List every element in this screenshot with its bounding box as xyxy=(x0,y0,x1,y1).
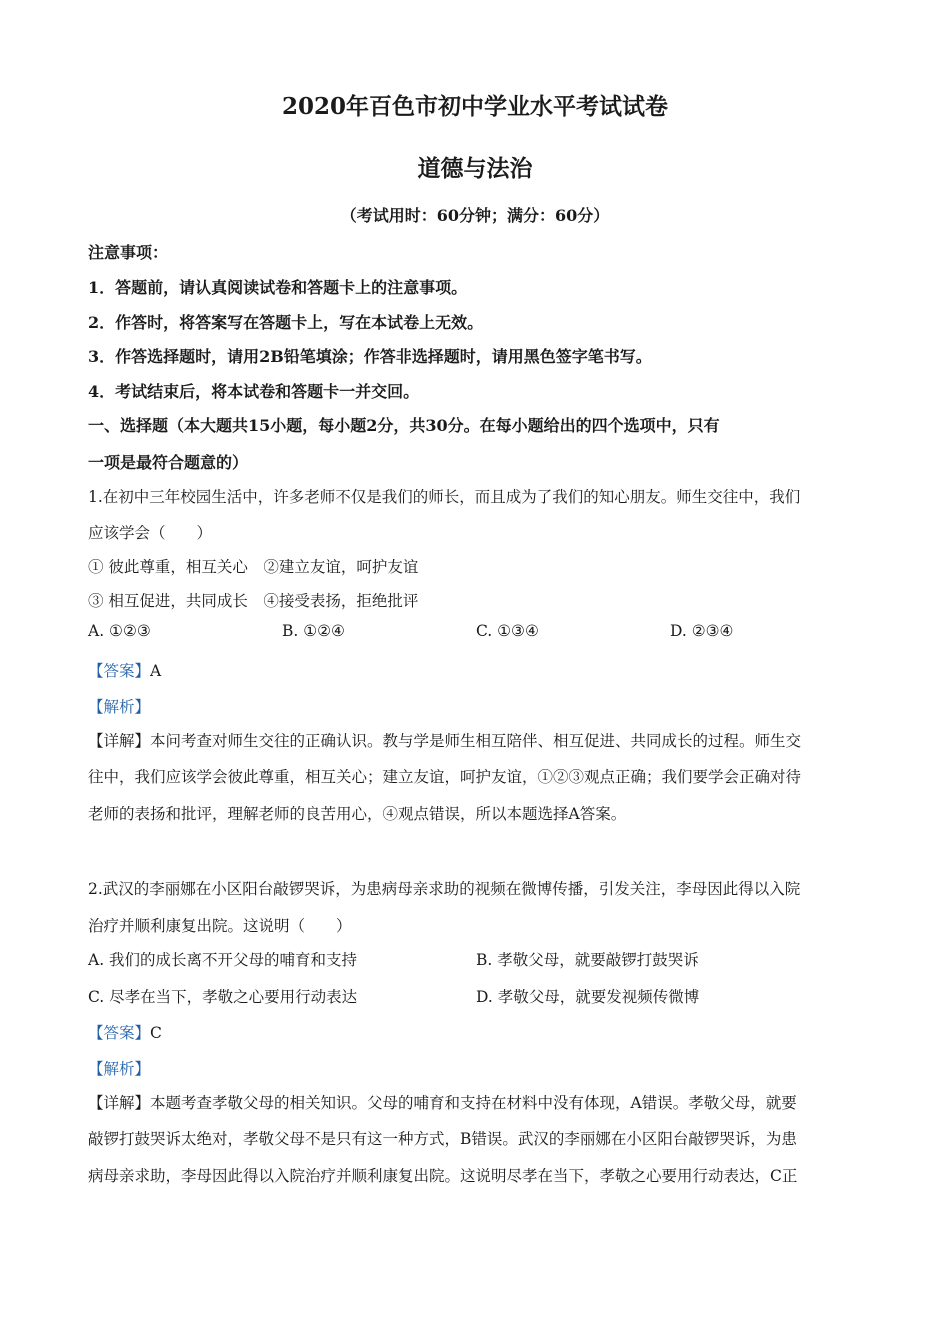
detail-text: 本题考查孝敬父母的相关知识。父母的哺育和支持在材料中没有体现，A错误。孝敬父母，就要 xyxy=(150,1094,797,1112)
detail-tag: 【详解】 xyxy=(88,1094,151,1112)
q1-option-d: D. ②③④ xyxy=(670,622,734,640)
q1-choices: ① 彼此尊重，相互关心 ②建立友谊，呵护友谊 xyxy=(88,558,419,576)
detail-tag: 【详解】 xyxy=(88,732,151,750)
detail-text: 本问考查对师生交往的正确认识。教与学是师生相互陪伴、相互促进、共同成长的过程。师生交 xyxy=(150,732,802,750)
answer-value: A xyxy=(150,662,162,680)
q2-detail-cont: 敲锣打鼓哭诉太绝对，孝敬父母不是只有这一种方式，B错误。武汉的李丽娜在小区阳台敲锣哭诉，为患 xyxy=(88,1130,797,1148)
q1-detail xyxy=(88,729,801,751)
subject-title: 道德与法治 xyxy=(417,155,533,182)
q1-answer xyxy=(88,659,161,681)
answer-tag: 【答案】 xyxy=(88,662,151,680)
q1-stem: 1.在初中三年校园生活中，许多老师不仅是我们的师长，而且成为了我们的知心朋友。师生交往中，我们 xyxy=(88,488,801,506)
q2-option-d: D. 孝敬父母，就要发视频传微博 xyxy=(476,988,700,1006)
q2-option-c: C. 尽孝在当下，孝敬之心要用行动表达 xyxy=(88,988,358,1006)
q2-answer xyxy=(88,1021,162,1043)
q1-detail-cont: 往中，我们应该学会彼此尊重，相互关心；建立友谊，呵护友谊，①②③观点正确；我们要学会正确对待 xyxy=(88,768,802,786)
q2-analysis-tag: 【解析】 xyxy=(88,1060,151,1078)
notice-heading: 注意事项： xyxy=(88,243,169,262)
q1-option-b: B. ①②④ xyxy=(282,622,345,640)
q1-stem-cont: 应该学会（ ） xyxy=(88,524,213,542)
notice-item: 1．答题前，请认真阅读试卷和答题卡上的注意事项。 xyxy=(88,278,468,297)
section-heading: 一、选择题（本大题共15小题，每小题2分，共30分。在每小题给出的四个选项中，只有 xyxy=(88,416,720,435)
answer-tag: 【答案】 xyxy=(88,1024,151,1042)
notice-item: 4．考试结束后，将本试卷和答题卡一并交回。 xyxy=(88,382,420,401)
q2-stem-cont: 治疗并顺利康复出院。这说明（ ） xyxy=(88,917,352,935)
q2-stem: 2.武汉的李丽娜在小区阳台敲锣哭诉，为患病母亲求助的视频在微博传播，引发关注，李母因此得以入院 xyxy=(88,880,801,898)
exam-info: （考试用时：60分钟；满分：60分） xyxy=(340,206,610,225)
q2-option-a: A. 我们的成长离不开父母的哺育和支持 xyxy=(88,951,358,969)
q1-option-a: A. ①②③ xyxy=(88,622,151,640)
section-heading-cont: 一项是最符合题意的） xyxy=(88,453,249,472)
q2-detail-cont: 病母亲求助，李母因此得以入院治疗并顺利康复出院。这说明尽孝在当下，孝敬之心要用行动表达，C正 xyxy=(88,1167,798,1185)
q1-choices: ③ 相互促进，共同成长 ④接受表扬，拒绝批评 xyxy=(88,592,419,610)
q1-analysis-tag: 【解析】 xyxy=(88,698,151,716)
q2-option-b: B. 孝敬父母，就要敲锣打鼓哭诉 xyxy=(476,951,699,969)
notice-item: 3．作答选择题时，请用2B铅笔填涂；作答非选择题时，请用黑色签字笔书写。 xyxy=(88,347,652,366)
q1-detail-cont: 老师的表扬和批评，理解老师的良苦用心，④观点错误，所以本题选择A答案。 xyxy=(88,805,627,823)
answer-value: C xyxy=(150,1024,162,1042)
q1-option-c: C. ①③④ xyxy=(476,622,539,640)
q2-detail xyxy=(88,1091,797,1113)
exam-title: 2020年百色市初中学业水平考试试卷 xyxy=(281,93,668,120)
notice-item: 2．作答时，将答案写在答题卡上，写在本试卷上无效。 xyxy=(88,313,484,332)
